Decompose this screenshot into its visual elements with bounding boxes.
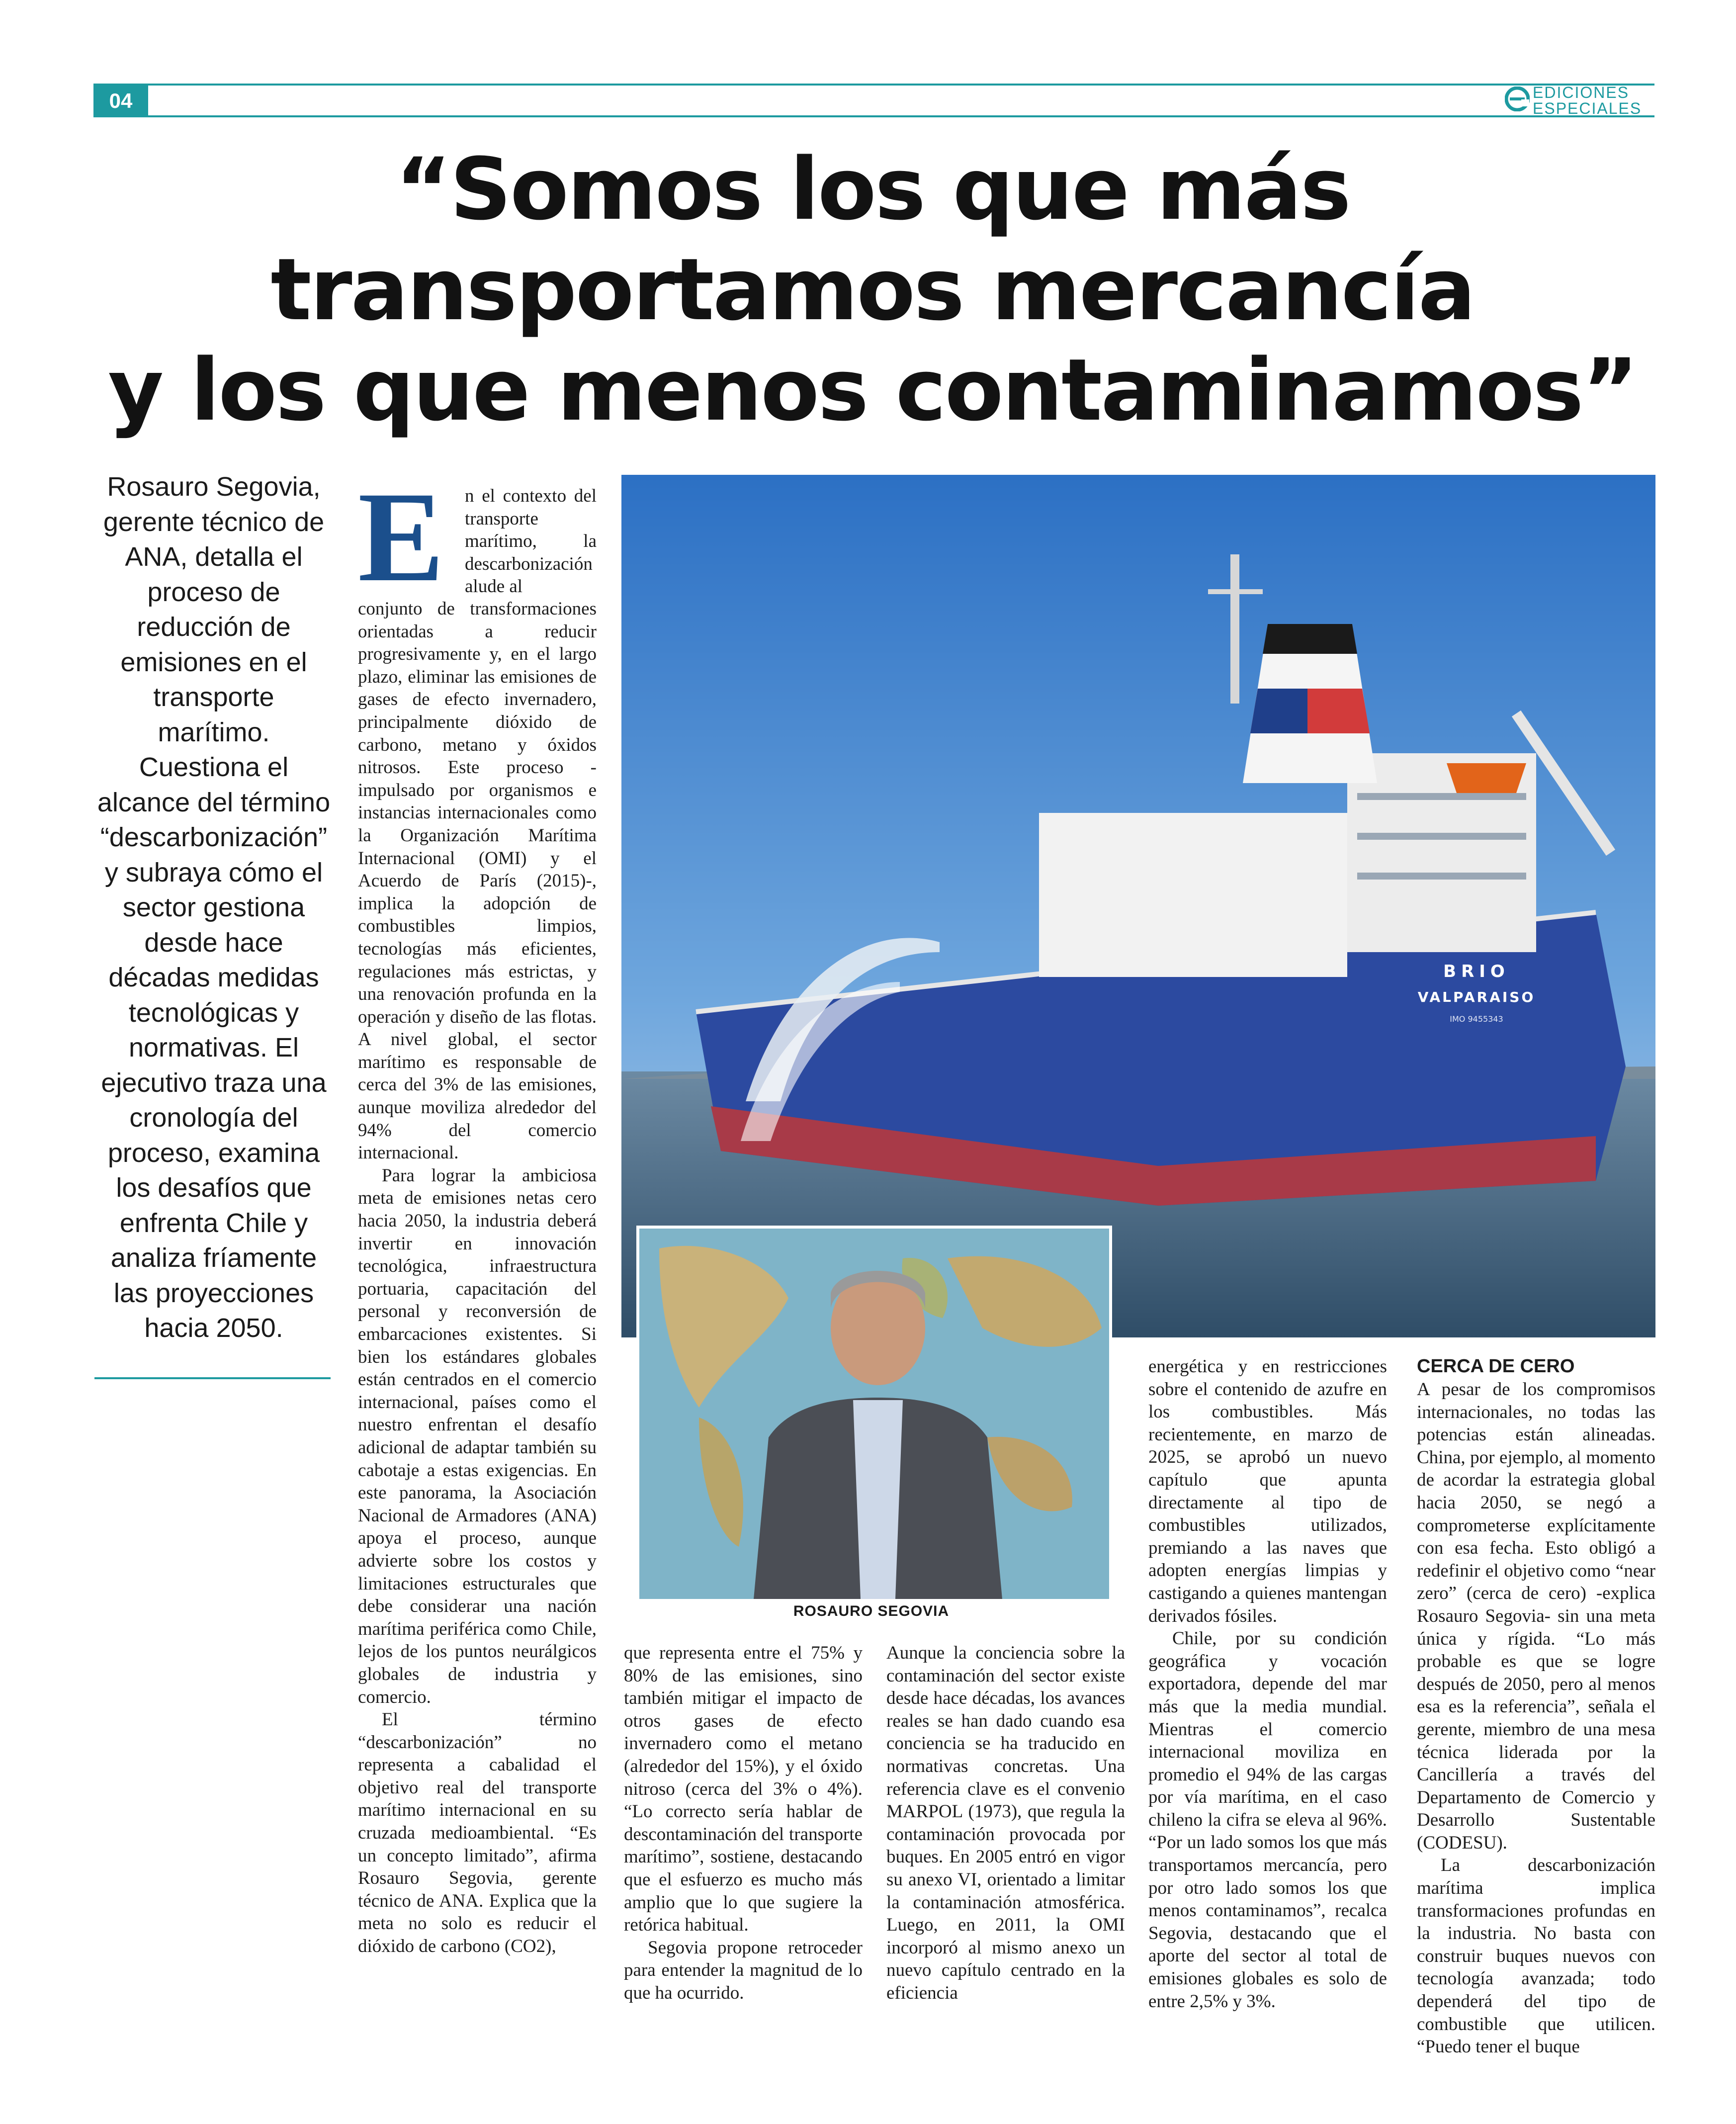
article-paragraph: Segovia propone retroceder para entender la magnitud de lo que ha ocurrido. (624, 1937, 863, 2003)
article-paragraph: energética y en restricciones sobre el contenido de azufre en los combustibles. Más recientemente, en marzo de 2025, se aprobó un nuevo capítulo que apunta directamente al tipo de combustibles utilizados, premiando a las naves que adopten energías limpias y castigando a quienes mantengan derivados fósiles. (1148, 1356, 1387, 1626)
article-paragraph: Para lograr la ambiciosa meta de emisiones netas cero hacia 2050, la industria deberá invertir en innovación tecnológica, infraestructura portuaria, capacitación del personal y reconversión de embarcaciones existentes. Si bien los estándares globales están centrados en el comercio internacional, países como el nuestro enfrentan el desafío adicional de adaptar también su cabotaje a estas exigencias. En este panorama, la Asociación Nacional de Armadores (ANA) apoya el proceso, aunque advierte sobre los costos y limitaciones estructurales que debe considerar una nación marítima periférica como Chile, lejos de los puntos neurálgicos globales de industria y comercio. (358, 1165, 597, 1707)
section-subhead: CERCA DE CERO (1417, 1356, 1575, 1377)
brand-line-1: EDICIONES (1533, 84, 1630, 101)
ship-photo (621, 475, 1655, 1337)
ship-imo-text: IMO 9455343 (1450, 1014, 1503, 1024)
brand-line-2: ESPECIALES (1533, 99, 1642, 117)
article-paragraph: La descarbonización marítima implica transformaciones profundas en la industria. No basta con construir buques nuevos con tecnología avanzada; todo dependerá del tipo de combustible que utilicen. “Puedo tener el buque (1417, 1855, 1655, 2057)
header-rule (93, 115, 1654, 117)
portrait-illustration (639, 1229, 1109, 1599)
headline-line-2: transportamos mercancía (270, 240, 1475, 340)
lede-divider (94, 1377, 331, 1379)
portrait-photo (636, 1226, 1112, 1602)
article-column-4 (1148, 1355, 1387, 2013)
article-column-2 (624, 1642, 863, 2005)
headline (89, 139, 1655, 441)
article-paragraph: El término “descarbonización” no representa a cabalidad el objetivo real del transporte marítimo internacional en su cruzada medioambiental. “Es un concepto limitado”, afirma Rosauro Segovia, gerente técnico de ANA. Explica que la meta no solo es reducir el dióxido de carbono (CO2), (358, 1709, 597, 1957)
lede: Rosauro Segovia, gerente técnico de ANA, detalla el proceso de reducción de emisiones en el transporte marítimo. Cuestiona el alcance del término “descarbonización” y subraya cómo el sector gestiona desde hace décadas medidas tecnológicas y normativas. El ejecutivo traza una cronología del proceso, examina los desafíos que enfrenta Chile y analiza fríamente las proyecciones hacia 2050. (97, 472, 331, 1343)
headline-line-1: “Somos los que más (395, 139, 1350, 239)
drop-cap (358, 465, 447, 609)
article-column-5 (1417, 1355, 1655, 2058)
brand-logo (1505, 83, 1654, 117)
article-paragraph: Chile, por su condición geográfica y vocación exportadora, depende del mar más que la media mundial. Mientras el comercio internacional moviliza en promedio el 94% de las cargas por vía marítima, en el caso chileno la cifra se eleva al 96%. “Por un lado somos los que más transportamos mercancía, pero por otro lado somos los que menos contaminamos”, recalca Segovia, destacando que el aporte del sector al total de emisiones globales es solo de entre 2,5% y 3%. (1148, 1628, 1387, 2012)
article-paragraph: que representa entre el 75% y 80% de las emisiones, sino también mitigar el impacto de otros gases de efecto invernadero como el metano (alrededor del 15%), y el óxido nitroso (cerca del 3% o 4%). “Lo correcto sería hablar de descontaminación del transporte marítimo”, sostiene, destacando que el esfuerzo es mucho más amplio que lo que sugiere la retórica habitual. (624, 1643, 863, 1936)
header-rule (93, 84, 1654, 86)
article-intro-top: n el contexto del transporte marítimo, la descarbonización alude al (465, 486, 597, 597)
headline-line-3: y los que menos contaminamos” (108, 340, 1637, 440)
portrait-caption: ROSAURO SEGOVIA (793, 1603, 950, 1619)
drop-cap-letter: E (358, 465, 444, 609)
e-logo-icon (1505, 87, 1530, 111)
page-number: 04 (93, 86, 148, 116)
ship-port-text: VALPARAISO (1417, 989, 1536, 1005)
ship-name-text: BRIO (1443, 962, 1510, 981)
article-column-3 (886, 1642, 1125, 2005)
article-paragraph: conjunto de transformaciones orientadas a reducir progresivamente y, en el largo plazo, eliminar las emisiones de gases de efecto invernadero, principalmente dióxido de carbono, metano y óxidos nitrosos. Este proceso -impulsado por organismos e instancias internacionales como la Organización Marítima Internacional (OMI) y el Acuerdo de París (2015)-, implica la adopción de combustibles limpios, tecnologías más eficientes, regulaciones más estrictas, y una renovación profunda en la operación y diseño de las flotas. A nivel global, el sector marítimo es responsable de cerca del 3% de las emisiones, aunque moviliza alrededor del 94% del comercio internacional. (358, 599, 597, 1163)
brand-name (1533, 85, 1642, 116)
ship-illustration (621, 475, 1655, 1337)
article-paragraph: A pesar de los compromisos internacionales, no todas las potencias están alineadas. China, por ejemplo, al momento de acordar la estrategia global hacia 2050, se negó a comprometerse explícitamente con esa fecha. Esto obligó a redefinir el objetivo como “near zero” (cerca de cero) -explica Rosauro Segovia- sin una meta única y rígida. “Lo más probable es que se logre después de 2050, pero al menos esa es la referencia”, señala el gerente, miembro de una mesa técnica liderada por la Cancillería a través del Departamento de Comercio y Desarrollo Sustentable (CODESU). (1417, 1379, 1655, 1853)
article-column-1 (358, 598, 597, 1958)
article-paragraph: Aunque la conciencia sobre la contaminación del sector existe desde hace décadas, los avances reales se han dado cuando esa conciencia se ha traducido en normativas concretas. Una referencia clave es el convenio MARPOL (1973), que regula la contaminación provocada por buques. En 2005 entró en vigor su anexo VI, orientado a limitar la contaminación atmosférica. Luego, en 2011, la OMI incorporó al mismo anexo un nuevo capítulo centrado en la eficiencia (886, 1643, 1125, 2003)
